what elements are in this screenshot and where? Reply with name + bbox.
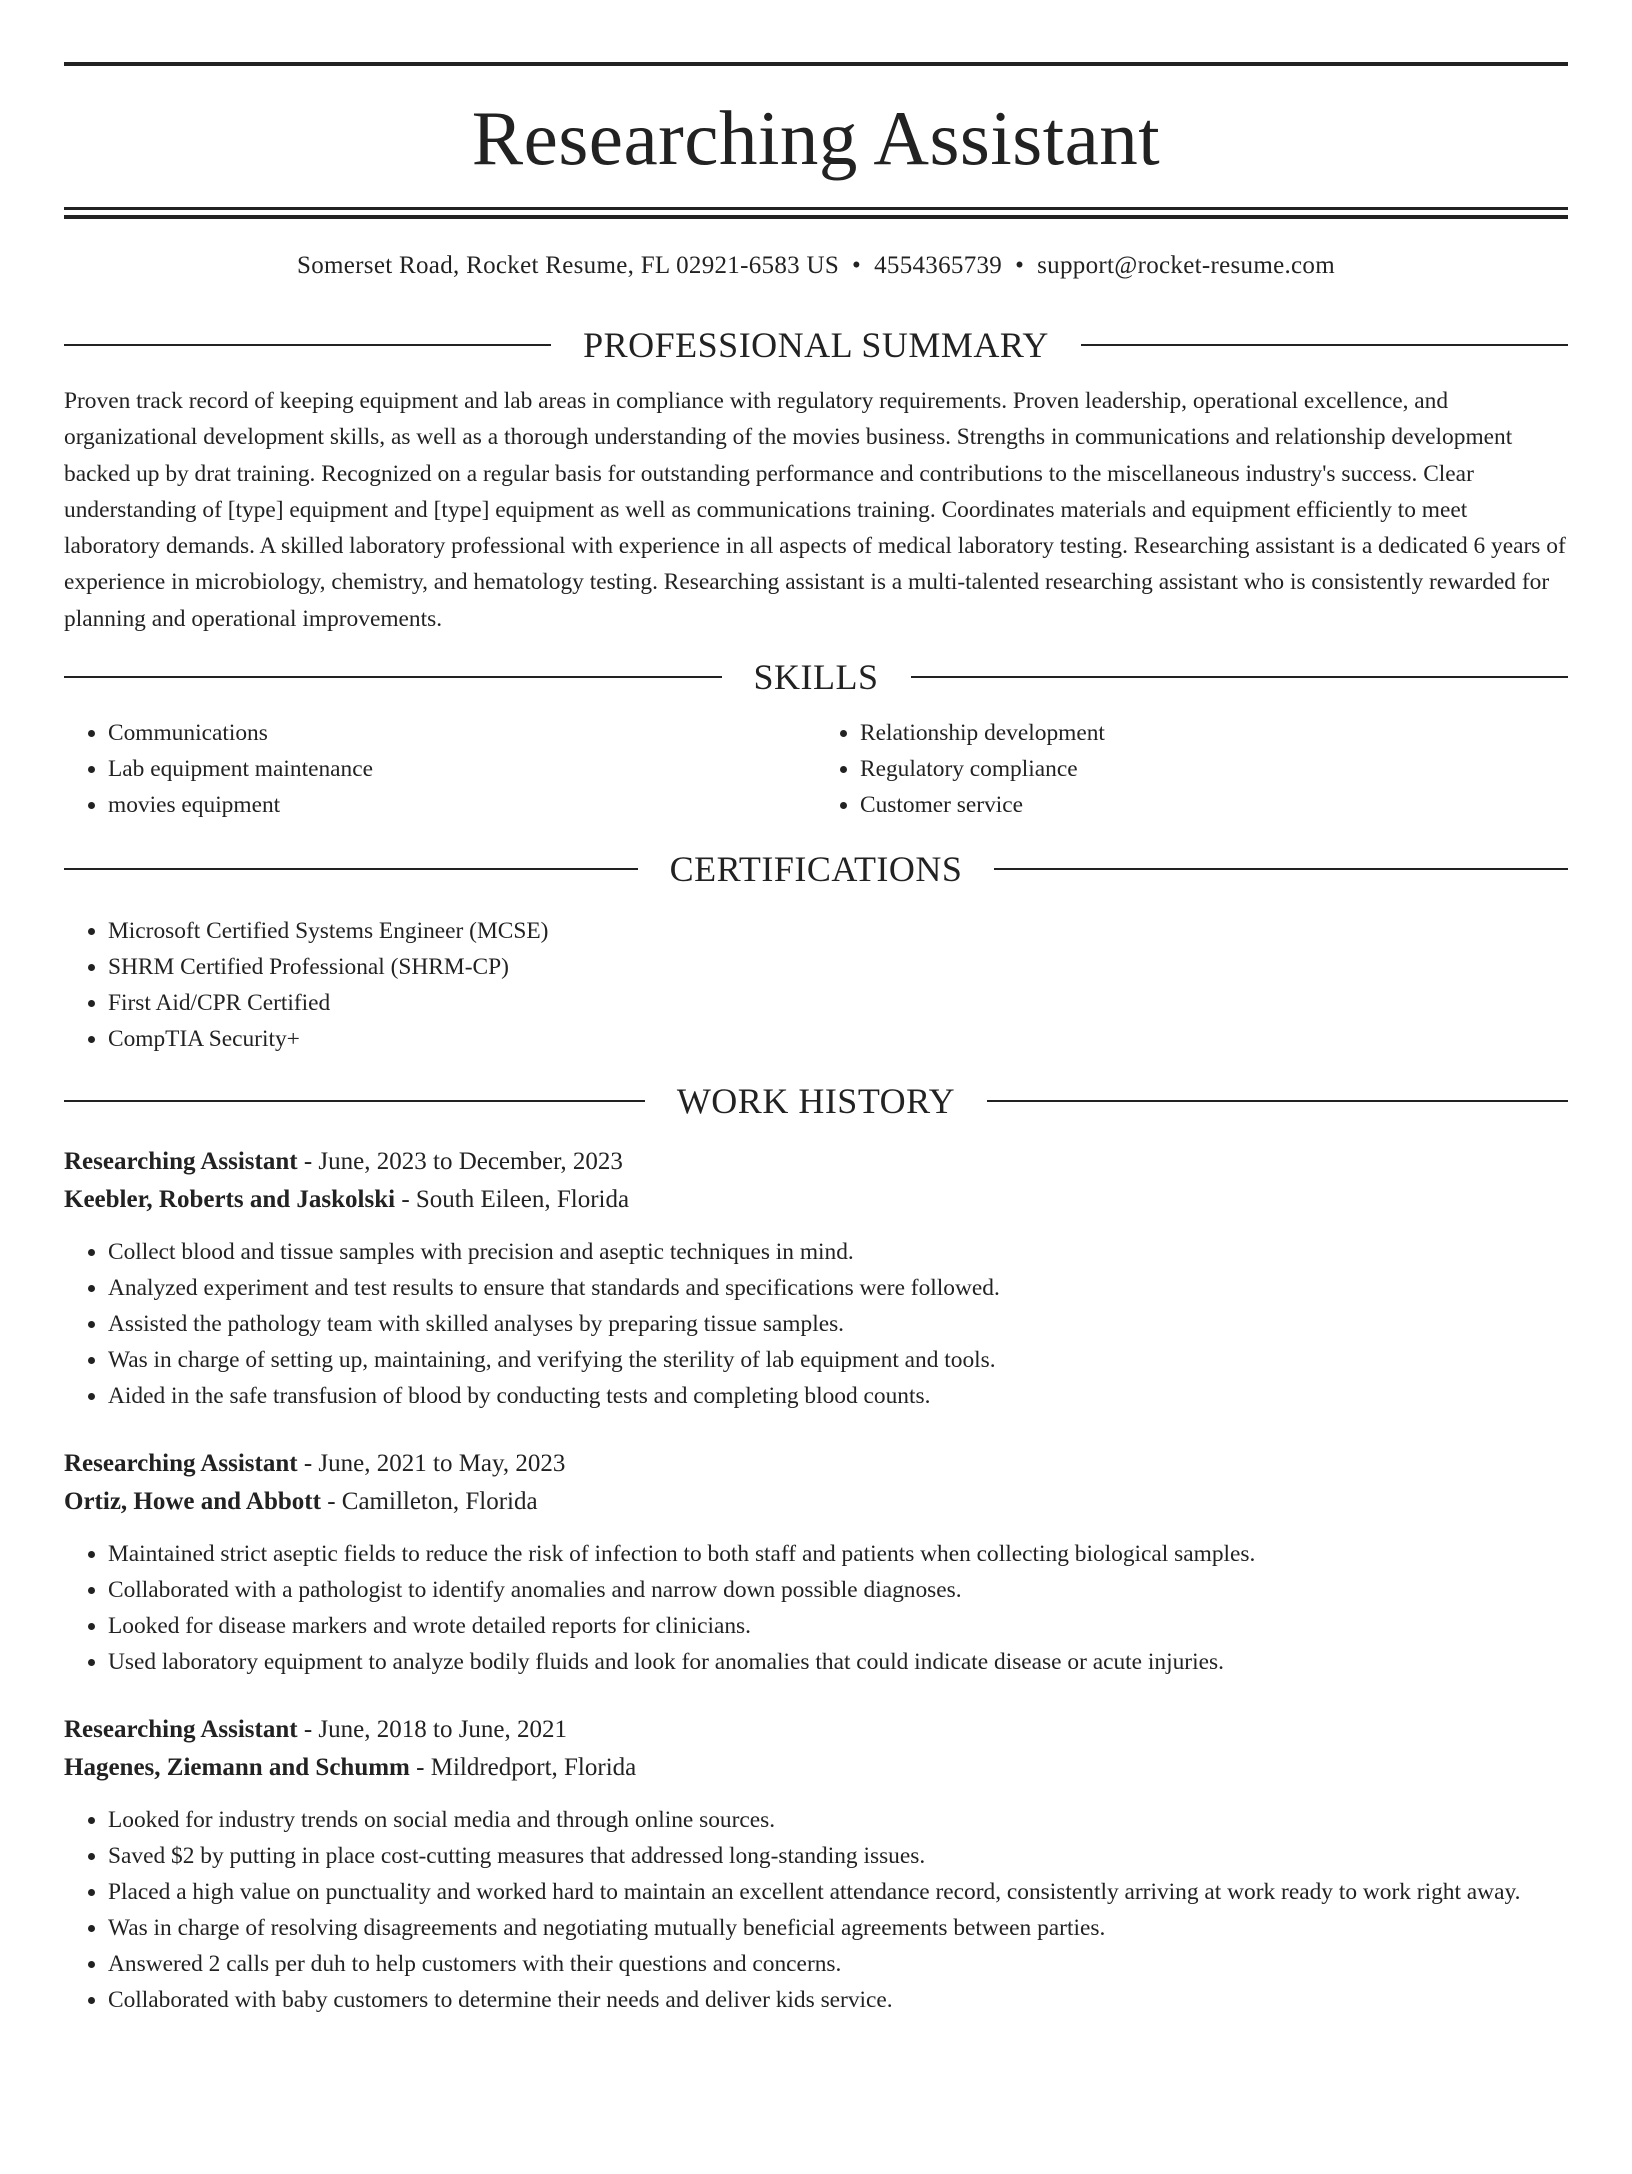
- job-bullet: • Analyzed experiment and test results to ensure that standards and specifications were followed.: [108, 1270, 1568, 1306]
- job-bullet: • Looked for disease markers and wrote detailed reports for clinicians.: [108, 1608, 1568, 1644]
- certification-item: • First Aid/CPR Certified: [108, 985, 1568, 1021]
- job-bullet: • Looked for industry trends on social media and through online sources.: [108, 1802, 1568, 1838]
- job-company-line: [64, 1483, 1568, 1521]
- summary-text: Proven track record of keeping equipment and lab areas in compliance with regulatory requirements. Proven leadership, operational excellence, and organizational development skills, as well as a thorough understanding of the movies business. Strengths in communications and relationship development backed up by drat training. Recognized on a regular basis for outstanding performance and contributions to the miscellaneous industry's success. Clear understanding of [type] equipment and [type] equipment as well as communications training. Coordinates materials and equipment efficiently to meet laboratory demands. A skilled laboratory professional with experience in all aspects of medical laboratory testing. Researching assistant is a dedicated 6 years of experience in microbiology, chemistry, and hematology testing. Researching assistant is a multi-talented researching assistant who is consistently rewarded for planning and operational improvements.: [64, 388, 1566, 632]
- certification-item: • SHRM Certified Professional (SHRM-CP): [108, 949, 1568, 985]
- section-header-summary: [64, 327, 1568, 363]
- section-title-certifications: CERTIFICATIONS: [669, 849, 963, 890]
- job-bullet: • Placed a high value on punctuality and worked hard to maintain an excellent attendance record, consistently arriving at work ready to work right away.: [108, 1874, 1568, 1910]
- job-bullet: • Collaborated with a pathologist to identify anomalies and narrow down possible diagnoses.: [108, 1572, 1568, 1608]
- job-bullets: [64, 1234, 1568, 1414]
- job-entry: [64, 1445, 1568, 1680]
- job-dates: - June, 2018 to June, 2021: [297, 1716, 568, 1744]
- job-entry: [64, 1711, 1568, 2018]
- job-title-line: [64, 1143, 1568, 1181]
- section-rule: [64, 344, 551, 346]
- job-bullet: • Answered 2 calls per duh to help customers with their questions and concerns.: [108, 1946, 1568, 1982]
- job-location: - South Eileen, Florida: [395, 1186, 630, 1214]
- section-header-certifications: [64, 849, 1568, 890]
- job-title-line: [64, 1445, 1568, 1483]
- job-title-line: [64, 1711, 1568, 1749]
- resume-name: Researching Assistant: [471, 95, 1161, 181]
- job-company: Hagenes, Ziemann and Schumm: [64, 1754, 410, 1782]
- job-location: - Mildredport, Florida: [409, 1754, 637, 1782]
- job-bullet: • Collaborated with baby customers to determine their needs and deliver kids service.: [108, 1982, 1568, 2018]
- job-bullet: • Used laboratory equipment to analyze bodily fluids and look for anomalies that could indicate disease or acute injuries.: [108, 1644, 1568, 1680]
- skill-item: • Regulatory compliance: [860, 751, 1568, 787]
- contact-email: support@rocket-resume.com: [1037, 252, 1335, 279]
- job-title: Researching Assistant: [64, 1148, 298, 1176]
- contact-line: [64, 251, 1568, 281]
- job-bullet: • Saved $2 by putting in place cost-cutting measures that addressed long-standing issues.: [108, 1838, 1568, 1874]
- skills-list: [64, 715, 1568, 823]
- job-dates: - June, 2021 to May, 2023: [297, 1450, 566, 1478]
- section-rule: [1081, 344, 1568, 346]
- top-rule: [64, 62, 1568, 66]
- job-bullets: [64, 1536, 1568, 1680]
- job-company: Ortiz, Howe and Abbott: [64, 1488, 321, 1516]
- job-title: Researching Assistant: [64, 1716, 298, 1744]
- job-title: Researching Assistant: [64, 1450, 298, 1478]
- skill-item: • movies equipment: [108, 787, 816, 823]
- section-header-skills: [64, 657, 1568, 698]
- certification-item: • Microsoft Certified Systems Engineer (MCSE): [108, 913, 1568, 949]
- job-bullet: • Maintained strict aseptic fields to reduce the risk of infection to both staff and patients when collecting biological samples.: [108, 1536, 1568, 1572]
- skills-column-left: [64, 715, 816, 823]
- contact-address: Somerset Road, Rocket Resume, FL 02921-6583 US: [297, 252, 840, 279]
- section-rule: [994, 868, 1568, 870]
- section-rule: [64, 868, 638, 870]
- resume-page: [0, 62, 1632, 2174]
- skill-item: • Relationship development: [860, 715, 1568, 751]
- section-title-work: WORK HISTORY: [676, 1081, 956, 1122]
- certification-item: • CompTIA Security+: [108, 1021, 1568, 1057]
- skill-item: • Lab equipment maintenance: [108, 751, 816, 787]
- contact-separator: •: [1015, 252, 1025, 279]
- job-company-line: [64, 1181, 1568, 1219]
- section-rule: [64, 1100, 645, 1102]
- section-title-skills: SKILLS: [753, 657, 879, 698]
- job-company: Keebler, Roberts and Jaskolski: [64, 1186, 396, 1214]
- job-bullet: • Was in charge of resolving disagreements and negotiating mutually beneficial agreements between parties.: [108, 1910, 1568, 1946]
- section-rule: [987, 1100, 1568, 1102]
- section-rule: [911, 676, 1569, 678]
- contact-separator: •: [852, 252, 862, 279]
- skill-item: • Customer service: [860, 787, 1568, 823]
- job-bullet: • Assisted the pathology team with skilled analyses by preparing tissue samples.: [108, 1306, 1568, 1342]
- job-bullet: • Aided in the safe transfusion of blood by conducting tests and completing blood counts.: [108, 1378, 1568, 1414]
- job-bullet: • Collect blood and tissue samples with precision and aseptic techniques in mind.: [108, 1234, 1568, 1270]
- contact-phone: 4554365739: [874, 252, 1003, 279]
- job-company-line: [64, 1749, 1568, 1787]
- double-rule: [64, 207, 1568, 219]
- skill-item: • Communications: [108, 715, 816, 751]
- job-dates: - June, 2023 to December, 2023: [297, 1148, 623, 1176]
- job-entry: [64, 1143, 1568, 1414]
- job-location: - Camilleton, Florida: [320, 1488, 538, 1516]
- section-title-summary: PROFESSIONAL SUMMARY: [583, 325, 1049, 365]
- skills-column-right: [816, 715, 1568, 823]
- certifications-list: [64, 913, 1568, 1057]
- job-bullets: [64, 1802, 1568, 2018]
- section-header-work: [64, 1081, 1568, 1122]
- job-bullet: • Was in charge of setting up, maintaining, and verifying the sterility of lab equipment and tools.: [108, 1342, 1568, 1378]
- section-rule: [64, 676, 722, 678]
